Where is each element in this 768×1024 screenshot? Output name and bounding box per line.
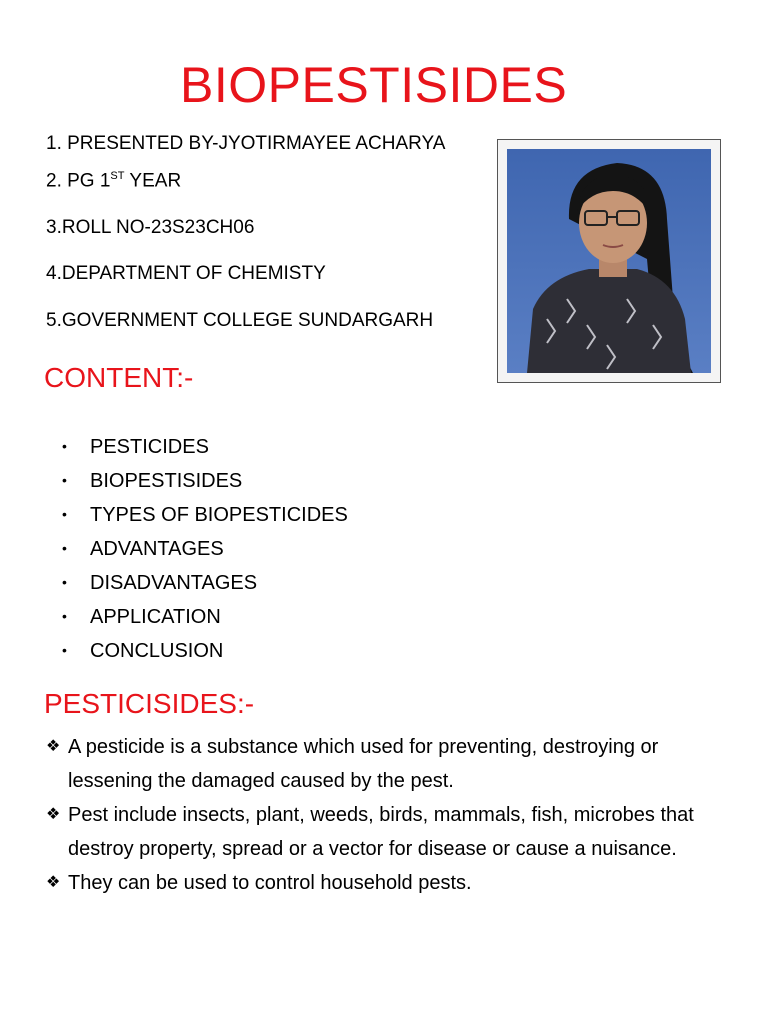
bullet-dot-icon: • [62, 506, 67, 522]
page-title: BIOPESTISIDES [180, 57, 568, 113]
bullet-dot-icon: • [62, 574, 67, 590]
list-item-label: TYPES OF BIOPESTICIDES [90, 504, 348, 526]
bullet-text: A pesticide is a substance which used for preventing, destroying or lessening the damaged caused by the pest. [68, 736, 659, 792]
description-bullet [46, 798, 746, 866]
diamond-bullet-icon: ❖ [46, 806, 61, 823]
presenter-photo [497, 139, 721, 383]
list-item-label: PESTICIDES [90, 436, 209, 458]
description-bullet [46, 866, 746, 900]
list-item-label: APPLICATION [90, 606, 221, 628]
presenter-year [46, 170, 181, 192]
bullet-text: Pest include insects, plant, weeds, birds, mammals, fish, microbes that destroy property, spread or a vector for disease or cause a nuisance. [68, 804, 694, 860]
bullet-dot-icon: • [62, 438, 67, 454]
pesticides-description [46, 730, 746, 900]
content-list [62, 431, 348, 669]
bullet-dot-icon: • [62, 608, 67, 624]
description-bullet [46, 730, 746, 798]
presenter-name: 1. PRESENTED BY-JYOTIRMAYEE ACHARYA [46, 133, 446, 154]
bullet-text: They can be used to control household pests. [68, 872, 472, 894]
year-prefix: 2. PG 1 [46, 170, 111, 192]
list-item-label: ADVANTAGES [90, 538, 224, 560]
diamond-bullet-icon: ❖ [46, 874, 61, 891]
portrait-photo-icon [507, 149, 711, 373]
pesticides-heading: PESTICISIDES:- [44, 688, 255, 719]
bullet-dot-icon: • [62, 642, 67, 658]
department: 4.DEPARTMENT OF CHEMISTY [46, 263, 326, 284]
diamond-bullet-icon: ❖ [46, 738, 61, 755]
list-item [62, 499, 348, 533]
list-item-label: CONCLUSION [90, 640, 224, 662]
list-item [62, 465, 348, 499]
year-suffix: YEAR [124, 170, 182, 192]
list-item [62, 431, 348, 465]
college: 5.GOVERNMENT COLLEGE SUNDARGARH [46, 310, 434, 331]
list-item-label: BIOPESTISIDES [90, 470, 243, 492]
content-heading: CONTENT:- [44, 362, 194, 393]
bullet-dot-icon: • [62, 472, 67, 488]
list-item-label: DISADVANTAGES [90, 572, 258, 594]
list-item [62, 533, 348, 567]
list-item [62, 635, 348, 669]
roll-number: 3.ROLL NO-23S23CH06 [46, 217, 255, 238]
bullet-dot-icon: • [62, 540, 67, 556]
year-superscript: ST [110, 170, 125, 182]
list-item [62, 567, 348, 601]
list-item [62, 601, 348, 635]
